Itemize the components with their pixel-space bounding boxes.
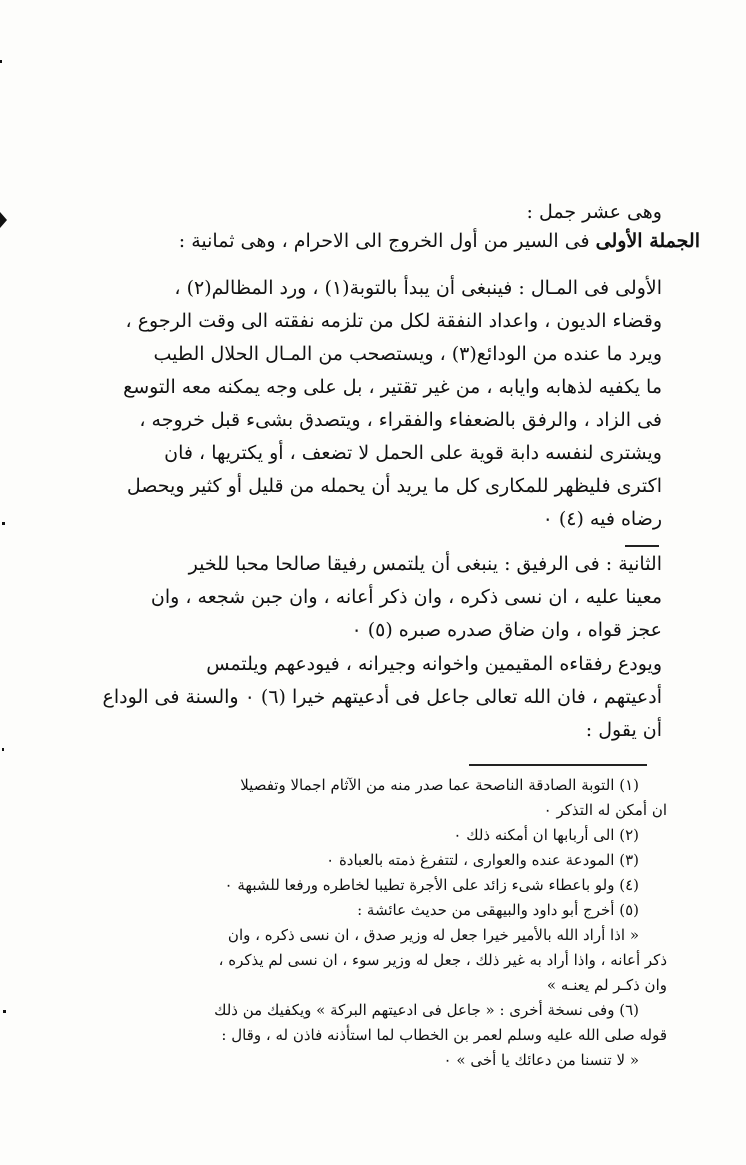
paragraph-line: رضاه فيه (٤) ٠ bbox=[542, 508, 662, 530]
footnote-line: ذكر أعانه ، واذا أراد به غير ذلك ، جعل له وزير سوء ، ان نسى لم يذكره ، bbox=[218, 951, 667, 969]
paragraph-divider bbox=[625, 545, 659, 547]
first-sentence-heading bbox=[100, 225, 700, 258]
footnote-line: ان أمكن له التذكر ٠ bbox=[543, 801, 667, 819]
first-sentence-line bbox=[100, 225, 700, 258]
footnote-line: (٢) الى أربابها ان أمكنه ذلك ٠ bbox=[453, 826, 639, 844]
paragraph-line: فى الزاد ، والرفق بالضعفاء والفقراء ، ويتصدق بشىء قبل خروجه ، bbox=[139, 409, 662, 431]
paragraph-line: اكترى فليظهر للمكارى كل ما يريد أن يحمله من قليل أو كثير ويحصل bbox=[126, 475, 662, 497]
footnotes bbox=[95, 773, 667, 1073]
paragraph-line: ويرد ما عنده من الودائع(٣) ، ويستصحب من المـال الحلال الطيب bbox=[153, 343, 662, 365]
paragraph-line: الثانية : فى الرفيق : ينبغى أن يلتمس رفيقا صالحا محبا للخير bbox=[188, 553, 662, 575]
scan-speck bbox=[0, 60, 2, 63]
paragraph-line: ويشترى لنفسه دابة قوية على الحمل لا تضعف ، أو يكتريها ، فان bbox=[164, 442, 662, 464]
scan-speck bbox=[3, 1010, 6, 1013]
footnote-line: « لا تنسنا من دعائك يا أخى » ٠ bbox=[443, 1051, 639, 1069]
footnote-line: (٣) المودعة عنده والعوارى ، لتتفرغ ذمته بالعبادة ٠ bbox=[326, 851, 639, 869]
footnote-line: وان ذكـر لم يعنـه » bbox=[546, 976, 667, 994]
paragraph-line: أن يقول : bbox=[585, 719, 662, 741]
first-sentence-label: الجملة الأولى bbox=[595, 230, 700, 252]
footnote-line: (١) التوبة الصادقة الناصحة عما صدر منه من الآثام اجمالا وتفصيلا bbox=[240, 776, 639, 794]
paragraph-line: ويودع رفقاءه المقيمين واخوانه وجيرانه ، فيودعهم ويلتمس bbox=[206, 653, 662, 675]
footnote-line: قوله صلى الله عليه وسلم لعمر بن الخطاب لما استأذنه فاذن له ، وقال : bbox=[221, 1026, 667, 1044]
paragraph-line: وقضاء الديون ، واعداد النفقة لكل من تلزمه نفقته الى وقت الرجوع ، bbox=[125, 310, 662, 332]
paragraph-line: عجز قواه ، وان ضاق صدره صبره (٥) ٠ bbox=[351, 619, 662, 641]
footnote-line: (٤) ولو باعطاء شىء زائد على الأجرة تطيبا لخاطره ورفعا للشبهة ٠ bbox=[224, 876, 639, 894]
paragraph-money bbox=[100, 272, 662, 536]
paragraph-line: ما يكفيه لذهابه وايابه ، من غير تقتير ، بل على وجه يمكنه معه التوسع bbox=[123, 376, 662, 398]
intro-line: وهى عشر جمل : bbox=[526, 201, 662, 223]
paragraph-farewell bbox=[100, 648, 662, 747]
footnote-line: (٥) أخرج أبو داود والبيهقى من حديث عائشة : bbox=[357, 901, 639, 919]
paragraph-companion bbox=[100, 548, 662, 647]
paragraph-line: معينا عليه ، ان نسى ذكره ، وان ذكر أعانه ، وان جبن شجعه ، وان bbox=[150, 586, 662, 608]
footnote-line: (٦) وفى نسخة أخرى : « جاعل فى ادعيتهم البركة » ويكفيك من ذلك bbox=[214, 1001, 639, 1019]
paragraph-line: أدعيتهم ، فان الله تعالى جاعل فى أدعيتهم خيرا (٦) ٠ والسنة فى الوداع bbox=[102, 686, 662, 708]
paragraph-line: الأولى فى المـال : فينبغى أن يبدأ بالتوبة(١) ، ورد المظالم(٢) ، bbox=[174, 277, 662, 299]
page-edge-mark bbox=[0, 212, 7, 228]
scan-speck bbox=[2, 522, 5, 525]
first-sentence-text: فى السير من أول الخروج الى الاحرام ، وهى ثمانية : bbox=[178, 230, 590, 252]
footnote-line: « اذا أراد الله بالأمير خيرا جعل له وزير صدق ، ان نسى ذكره ، وان bbox=[227, 926, 639, 944]
footnote-separator bbox=[469, 764, 647, 766]
scan-speck bbox=[2, 748, 4, 751]
